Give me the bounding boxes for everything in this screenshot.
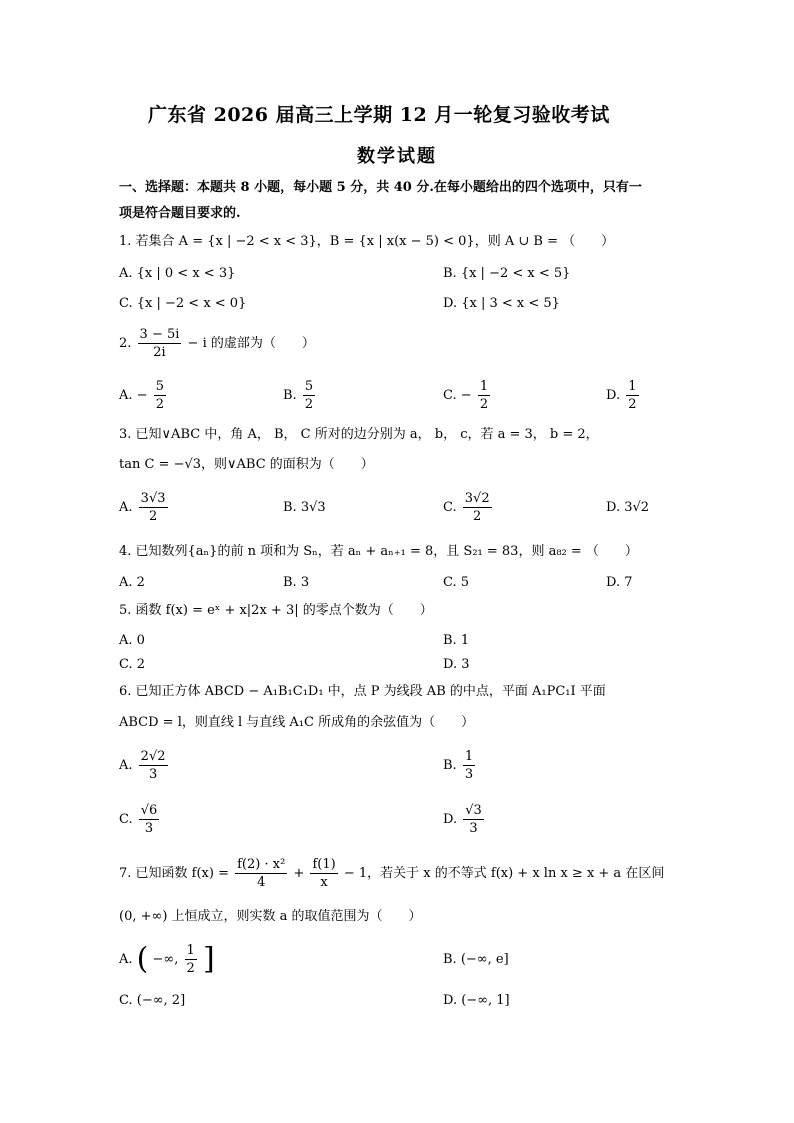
question-6-stem-line2: ABCD = l，则直线 l 与直线 A₁C 所成角的余弦值为（ ）: [119, 715, 475, 730]
fraction-denominator: 4: [257, 875, 266, 890]
question-6-option-a: [119, 748, 170, 783]
question-1-option-c: C. {x | −2 < x < 0}: [119, 296, 247, 311]
question-1-option-d: D. {x | 3 < x < 5}: [443, 296, 560, 311]
question-3-stem-line2: tan C = −√3，则∨ABC 的面积为（ ）: [119, 457, 374, 472]
question-2-option-b: [283, 378, 317, 413]
fraction-numerator: 1: [479, 379, 489, 394]
question-7-plus: +: [293, 866, 305, 881]
option-sign: −: [136, 388, 148, 403]
fraction-denominator: 2: [304, 397, 314, 412]
fraction-denominator: 3: [144, 821, 154, 836]
section-heading-line2: 项是符合题目要求的.: [119, 206, 241, 221]
question-5-option-b: B. 1: [443, 633, 470, 648]
option-fraction: [139, 490, 168, 525]
option-label: A.: [119, 758, 133, 773]
option-label: C.: [443, 500, 457, 515]
question-4-option-c: C. 5: [443, 575, 470, 590]
question-4-option-d: D. 7: [606, 575, 633, 590]
fraction-numerator: 1: [628, 379, 637, 394]
question-5-option-d: D. 3: [443, 657, 470, 672]
fraction-numerator: 1: [464, 749, 474, 764]
question-2-number: 2.: [119, 336, 132, 351]
option-label: C.: [443, 388, 457, 403]
question-6-option-c: [119, 802, 161, 837]
option-fraction: [478, 378, 490, 413]
fraction-denominator: 2: [148, 509, 158, 524]
fraction-numerator: 3√2: [464, 491, 490, 506]
option-fraction: [185, 942, 197, 977]
option-label: A.: [119, 388, 133, 403]
fraction-denominator: 2: [155, 397, 164, 412]
page-title: 广东省 2026 届高三上学期 12 月一轮复习验收考试: [148, 104, 610, 126]
fraction-denominator: 3: [148, 767, 158, 782]
question-3-stem-line1: 3. 已知∨ABC 中，角 A， B， C 所对的边分别为 a， b， c，若 a = 3， b = 2，: [119, 427, 599, 442]
section-heading-line1: 一、选择题：本题共 8 小题，每小题 5 分，共 40 分.在每小题给出的四个选项中，只有一: [119, 180, 642, 195]
question-3-option-c: [443, 490, 494, 525]
question-6-stem-line1: 6. 已知正方体 ABCD − A₁B₁C₁D₁ 中，点 P 为线段 AB 的中点，平面 A₁PC₁I 平面: [119, 684, 606, 699]
option-label: D.: [443, 812, 458, 827]
question-5-option-c: C. 2: [119, 657, 146, 672]
option-fraction: [303, 378, 315, 413]
question-5-option-a: A. 0: [119, 633, 145, 648]
question-5-stem: 5. 函数 f(x) = eˣ + x|2x + 3| 的零点个数为（ ）: [119, 603, 433, 618]
option-fraction: [139, 748, 168, 783]
fraction-numerator: 3√3: [140, 491, 166, 506]
question-3-option-a: [119, 490, 170, 525]
fraction-numerator: 5: [304, 379, 314, 394]
fraction-numerator: √6: [140, 803, 158, 818]
question-4-option-b: B. 3: [283, 575, 310, 590]
question-1-stem: 1. 若集合 A = {x | −2 < x < 3}，B = {x | x(x − 5) < 0}，则 A ∪ B = （ ）: [119, 234, 615, 249]
question-2-fraction-numerator: 3 − 5i: [139, 327, 180, 342]
option-fraction: [463, 802, 484, 837]
question-7-stem-line1: [119, 856, 664, 891]
fraction-denominator: 2: [473, 509, 482, 524]
question-4-option-a: A. 2: [119, 575, 145, 590]
question-7-stem-rest: − 1，若关于 x 的不等式 f(x) + x ln x ≥ x + a 在区间: [343, 866, 665, 881]
option-label: A.: [119, 500, 133, 515]
question-7-option-b: B. (−∞, e]: [443, 952, 509, 967]
fraction-numerator: 5: [155, 379, 164, 394]
fraction-numerator: 2√2: [140, 749, 166, 764]
option-fraction: [463, 748, 475, 783]
question-3-option-b: B. 3√3: [283, 500, 326, 515]
option-label: A.: [119, 952, 133, 967]
question-7-option-c: C. (−∞, 2]: [119, 993, 186, 1008]
question-7-fraction-2: [310, 856, 337, 891]
fraction-numerator: f(2) · x²: [237, 857, 286, 872]
option-label: C.: [119, 812, 133, 827]
option-prefix: −∞,: [152, 952, 179, 967]
option-fraction: [626, 378, 638, 413]
question-7-stem-start: 7. 已知函数 f(x) =: [119, 866, 229, 881]
question-2-stem-rest: − i 的虚部为（ ）: [187, 336, 315, 351]
option-label: B.: [443, 758, 457, 773]
fraction-denominator: 2: [479, 397, 489, 412]
question-7-fraction-1: [235, 856, 287, 891]
fraction-denominator: 2: [628, 397, 637, 412]
option-fraction: [139, 802, 160, 837]
question-7-option-a: [119, 942, 215, 977]
option-fraction: [154, 378, 166, 413]
question-2-option-a: [119, 378, 168, 413]
open-paren: (: [136, 941, 149, 977]
fraction-denominator: 2: [186, 961, 195, 976]
fraction-denominator: x: [320, 875, 328, 890]
question-1-option-a: A. {x | 0 < x < 3}: [119, 266, 236, 281]
fraction-denominator: 3: [469, 821, 478, 836]
option-sign: −: [460, 388, 472, 403]
fraction-denominator: 3: [464, 767, 474, 782]
question-1-option-b: B. {x | −2 < x < 5}: [443, 266, 571, 281]
question-4-stem: 4. 已知数列{aₙ}的前 n 项和为 Sₙ，若 aₙ + aₙ₊₁ = 8，且 S₂₁ = 83，则 a₈₂ = （ ）: [119, 544, 638, 559]
question-2-fraction-denominator: 2i: [153, 345, 166, 360]
fraction-numerator: f(1): [312, 857, 336, 872]
question-2-option-d: [606, 378, 641, 413]
option-fraction: [463, 490, 492, 525]
option-label: D.: [606, 388, 621, 403]
option-label: B.: [283, 388, 297, 403]
fraction-numerator: 1: [186, 943, 195, 958]
question-2-fraction: [138, 326, 182, 361]
question-6-option-b: [443, 748, 477, 783]
question-3-option-d: D. 3√2: [606, 500, 650, 515]
question-7-option-d: D. (−∞, 1]: [443, 993, 510, 1008]
question-2-option-c: [443, 378, 492, 413]
close-bracket: ]: [202, 941, 215, 977]
fraction-numerator: √3: [465, 803, 482, 818]
question-7-stem-line2: (0, +∞) 上恒成立，则实数 a 的取值范围为（ ）: [119, 909, 422, 924]
question-6-option-d: [443, 802, 486, 837]
question-2-stem: [119, 326, 315, 361]
page-subtitle: 数学试题: [357, 146, 437, 167]
